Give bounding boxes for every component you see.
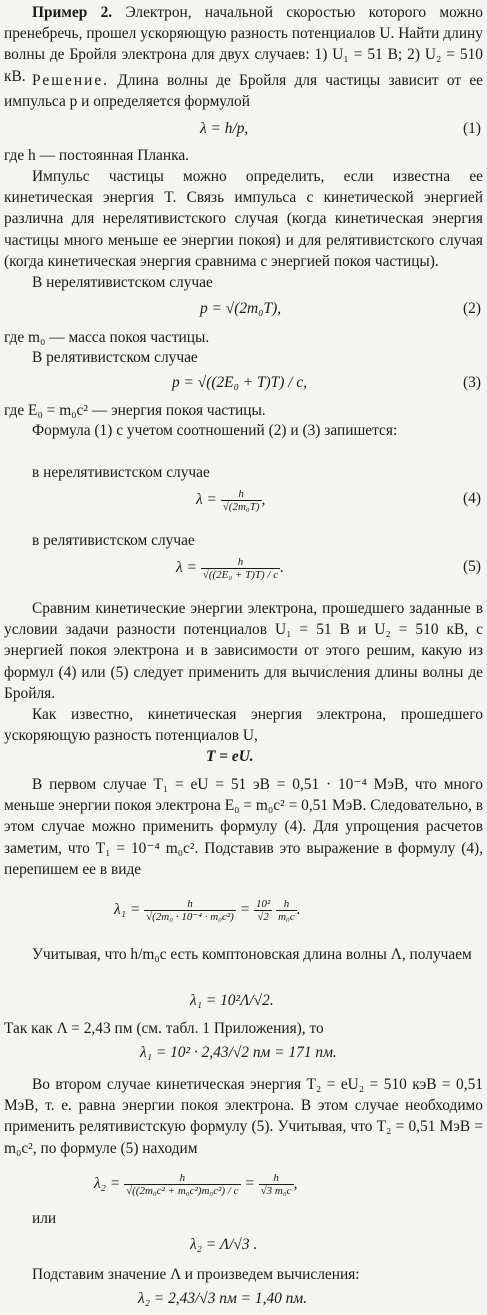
- equation-1: [0, 118, 487, 142]
- mass-note-text: где m₀ — масса покоя частицы.: [4, 329, 210, 346]
- equation-4-number: (4): [463, 490, 481, 507]
- equation-6-fraction-1: $\frac{h}{\text{√(2m₀ · 10⁻⁴ · m₀c²)}}$: [146, 898, 234, 923]
- nonrel-label: [4, 272, 483, 293]
- equation-5-number: (5): [463, 558, 481, 575]
- compare-paragraph: [4, 598, 483, 704]
- equation-t: [0, 746, 487, 770]
- equation-7: [0, 990, 487, 1014]
- known-paragraph: [4, 704, 483, 746]
- mass-note: [4, 327, 483, 348]
- equation-2-body: p = √(2m₀T),: [200, 300, 282, 317]
- equation-6-fraction-2: $\frac{\text{10²}}{√2}$: [255, 898, 271, 923]
- final-paragraph: [4, 1264, 483, 1285]
- equation-3-number: (3): [463, 374, 481, 391]
- equation-10-body: λ₂ = Λ/√3 .: [190, 1236, 258, 1253]
- equation-3-body: p = √((2E₀ + T)T) / c,: [172, 374, 308, 391]
- rel-label-2-text: в релятивистском случае: [32, 532, 195, 549]
- compare-text: Сравним кинетические энергии электрона, прошедшего заданные в условии задачи разности потенциалов U₁ = 51 В и U₂ = 510 кВ, с энергией покоя электрона и в зависимости от этого решим, какую из формул (4) или (5) следует применить для вычисления длины волны де Бройля.: [4, 600, 483, 702]
- equation-6-fraction-3: $\frac{h}{\text{m₀c}}$: [278, 898, 295, 923]
- equation-4: λ = $\frac{h}{\text{√(2m₀T)}}$ , (4): [196, 488, 481, 513]
- rel-label-text: В релятивистском случае: [32, 349, 198, 366]
- equation-9-lhs: λ₂ =: [94, 1175, 121, 1193]
- equation-t-body: T = eU.: [206, 748, 254, 765]
- equation-2-number: (2): [463, 300, 481, 317]
- nonrel-label-text: В нерелятивистском случае: [32, 274, 213, 291]
- case2-text: Во втором случае кинетическая энергия T₂ = eU₂ = 510 кэВ = 0,51 МэВ, т. е. равна энергии покоя электрона. В этом случае необходимо применить релятивистскую формулу (5). Учитывая, что T₂ = 0,51 МэВ = m₀c², по формуле (5) находим: [4, 1076, 483, 1157]
- equation-9-fraction-2: $\frac{h}{\text{√3 m₀c}}$: [260, 1172, 292, 1197]
- equation-11-body: λ₂ = 2,43/√3 пм = 1,40 пм.: [138, 1290, 308, 1307]
- solution-intro: [4, 70, 483, 112]
- compton-paragraph: [4, 944, 483, 965]
- example-text: Электрон, начальной скоростью которого можно пренебречь, прошел ускоряющую разность потенциалов U. Найти длину волны де Бройля электрона для двух случаев: 1) U₁ = 51 В; 2) U₂ = 510 кВ.: [4, 4, 483, 85]
- nonrel-label-2-text: в нерелятивистском случае: [32, 464, 210, 481]
- equation-6-lhs: λ₁ =: [114, 901, 141, 919]
- solution-intro-text: Длина волны де Бройля для частицы зависит от ее импульса p и определяется формулой: [4, 72, 483, 111]
- equation-11: [0, 1288, 487, 1312]
- equation-10: [0, 1234, 487, 1258]
- momentum-paragraph: [4, 166, 483, 272]
- rel-label: [4, 347, 483, 368]
- case2-paragraph: [4, 1074, 483, 1159]
- equation-9: λ₂ = $\frac{h}{\text{√((2m₀c² + m₀c²)m₀c²) / c}}$ = $\frac{h}{\text{√3 m₀c}}$ ,: [94, 1172, 298, 1197]
- equation-4-fraction: $\frac{h}{\text{√(2m₀T)}}$: [222, 488, 260, 513]
- rest-energy-note-text: где E₀ = m₀c² — энергия покоя частицы.: [4, 402, 266, 419]
- since-text: Так как Λ = 2,43 пм (см. табл. 1 Приложения), то: [4, 1020, 324, 1037]
- known-text: Как известно, кинетическая энергия электрона, прошедшего ускоряющую разность потенциалов U,: [4, 706, 483, 745]
- equation-2: [0, 298, 487, 322]
- since-paragraph: [4, 1018, 483, 1039]
- equation-3: [0, 372, 487, 396]
- equation-8: [0, 1042, 487, 1066]
- equation-6: λ₁ = $\frac{h}{\text{√(2m₀ · 10⁻⁴ · m₀c²)}}$ = $\frac{\text{10²}}{√2}$ $\frac{h}{\text{m₀c}}$ .: [114, 898, 301, 923]
- formula-text: Формула (1) с учетом соотношений (2) и (3) запишется:: [32, 422, 398, 439]
- equation-5-fraction: $\frac{h}{\text{√((2E₀ + T)T) / c}}$: [202, 556, 279, 581]
- case1-paragraph: [4, 774, 483, 880]
- planck-note: [4, 145, 483, 166]
- equation-5: λ = $\frac{h}{\text{√((2E₀ + T)T) / c}}$ . (5): [176, 556, 481, 581]
- equation-1-body: λ = h/p,: [200, 120, 249, 137]
- equation-1-number: (1): [463, 120, 481, 137]
- momentum-text: Импульс частицы можно определить, если известна ее кинетическая энергия T. Связь импульса с кинетической энергией различна для нерелятивистского случая (когда кинетическая энергия частицы много меньше ее энергии покоя) и для релятивистского случая (когда кинетическая энергия сравнима с энергией покоя частицы).: [4, 168, 483, 270]
- rest-energy-note: [4, 400, 483, 421]
- example-heading: Пример 2.: [32, 4, 113, 21]
- case1-text: В первом случае T₁ = eU = 51 эВ = 0,51 · 10⁻⁴ МэВ, что много меньше энергии покоя электрона E₀ = m₀c² = 0,51 МэВ. Следовательно, в этом случае можно применить формулу (4). Для упрощения расчетов заметим, что T₁ = 10⁻⁴ m₀c². Подставив это выражение в формулу (4), перепишем ее в виде: [4, 776, 483, 878]
- or-text: или: [32, 1210, 57, 1227]
- compton-text: Учитывая, что h/m₀c есть комптоновская длина волны Λ, получаем: [32, 946, 472, 963]
- planck-note-text: где h — постоянная Планка.: [4, 147, 190, 164]
- nonrel-label-2: [4, 462, 483, 483]
- or-line: [4, 1208, 483, 1229]
- equation-7-body: λ₁ = 10²Λ/√2.: [190, 992, 274, 1009]
- final-text: Подставим значение Λ и произведем вычисления:: [32, 1266, 360, 1283]
- rel-label-2: [4, 530, 483, 551]
- equation-8-body: λ₁ = 10² · 2,43/√2 пм = 171 пм.: [140, 1044, 337, 1061]
- formula-paragraph: [4, 420, 483, 441]
- solution-label: Решение.: [32, 72, 110, 89]
- equation-9-fraction-1: $\frac{h}{\text{√((2m₀c² + m₀c²)m₀c²) / c}}$: [126, 1172, 239, 1197]
- equation-4-lhs: λ =: [196, 491, 217, 509]
- equation-5-lhs: λ =: [176, 559, 197, 577]
